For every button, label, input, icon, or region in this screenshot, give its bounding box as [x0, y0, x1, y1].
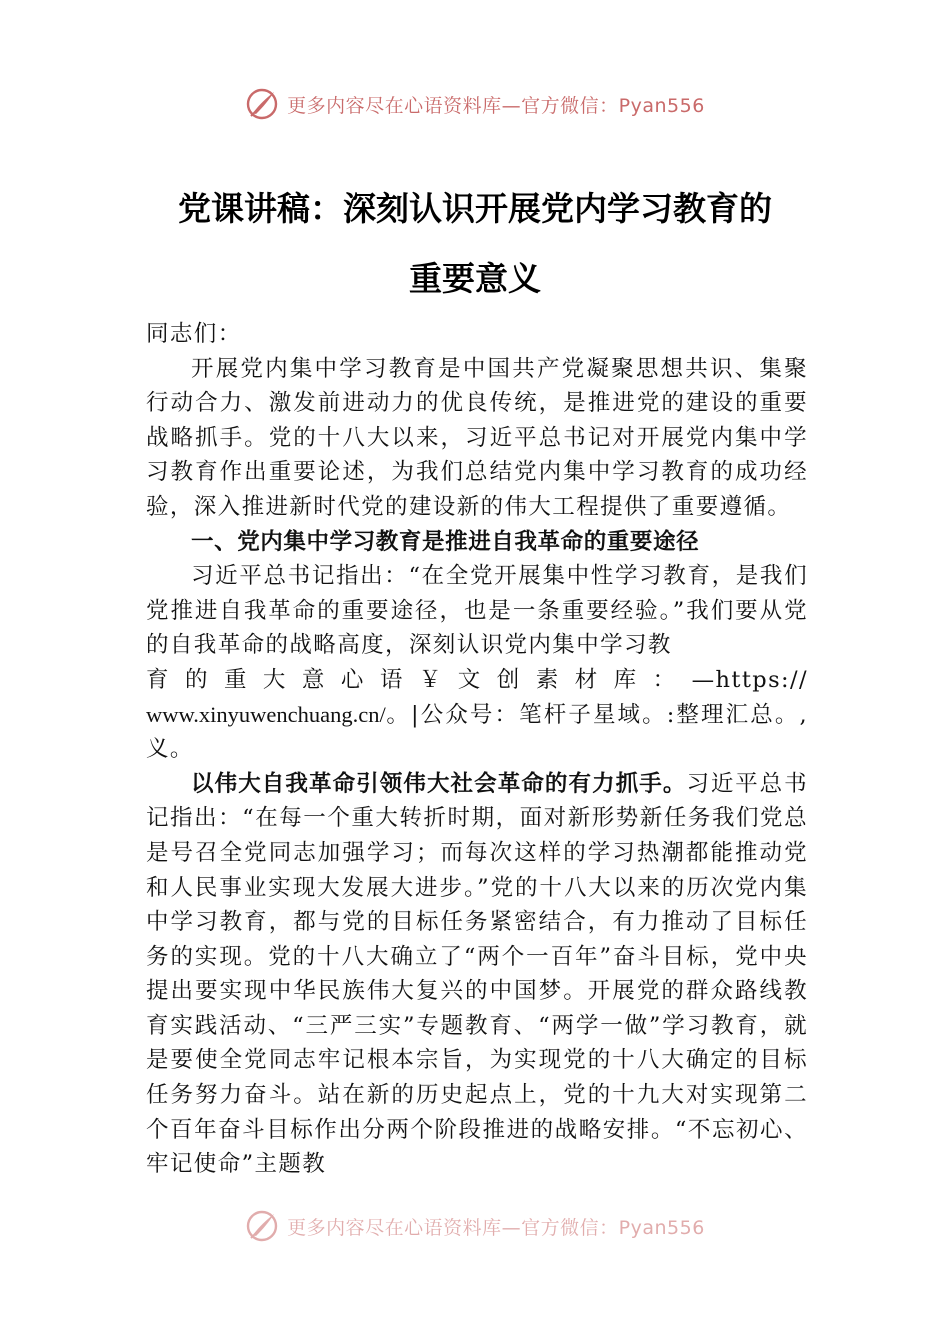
section-heading-1: 一、党内集中学习教育是推进自我革命的重要途径	[191, 528, 700, 555]
paragraph-3-lead: 以伟大自我革命引领伟大社会革命的有力抓手。	[191, 770, 687, 797]
paragraph-1: 开展党内集中学习教育是中国共产党凝聚思想共识、集聚行动合力、激发前进动力的优良传统，是推进党的建设的重要战略抓手。党的十八大以来，习近平总书记对开展党内集中学习教育作出重要论述，为我们总结党内集中学习教育的成功经验，深入推进新时代党的建设新的伟大工程提供了重要遵循。	[146, 355, 808, 520]
document-body	[146, 317, 808, 1182]
paragraph-3	[146, 767, 808, 1182]
paragraph-3-text: 习近平总书记指出：“在每一个重大转折时期，面对新形势新任务我们党总是号召全党同志加强学习；而每次这样的学习热潮都能推动党和人民事业实现大发展大进步。”党的十八大以来的历次党内集中学习教育，都与党的目标任务紧密结合，有力推动了目标任务的实现。党的十八大确立了“两个一百年”奋斗目标，党中央提出要实现中华民族伟大复兴的中国梦。开展党的群众路线教育实践活动、“三严三实”专题教育、“两学一做”学习教育，就是要使全党同志牢记根本宗旨，为实现党的十八大确定的目标任务努力奋斗。站在新的历史起点上，党的十九大对实现第二个百年奋斗目标作出分两个阶段推进的战略安排。“不忘初心、牢记使命”主题教	[146, 770, 808, 1178]
quill-pen-logo-icon	[245, 1209, 279, 1243]
source-line-text: 育的重大意心语￥文创素材库：—https://	[146, 666, 808, 693]
header-watermark	[0, 84, 950, 124]
footer-watermark	[0, 1206, 950, 1246]
document-title-line-2: 重要意义	[409, 259, 541, 298]
footer-watermark-text: 更多内容尽在心语资料库—官方微信：Pyan556	[287, 1216, 705, 1239]
document-title-line-1: 党课讲稿：深刻认识开展党内学习教育的	[178, 189, 772, 228]
watermark-text: 更多内容尽在心语资料库—官方微信：Pyan556	[287, 94, 705, 117]
salutation: 同志们：	[146, 321, 242, 347]
paragraph-2: 习近平总书记指出：“在全党开展集中性学习教育，是我们党推进自我革命的重要途径，也是一条重要经验。”我们要从党的自我革命的战略高度，深刻认识党内集中学习教	[146, 563, 808, 659]
source-tail-text: 。|公众号：笔杆子星域。:整理汇总。,义。	[146, 701, 808, 763]
quill-pen-logo-icon	[245, 87, 279, 121]
paragraph-2-source-line	[146, 663, 808, 698]
source-url: www.xinyuwenchuang.cn/	[146, 701, 386, 727]
paragraph-2-continuation	[146, 698, 808, 767]
